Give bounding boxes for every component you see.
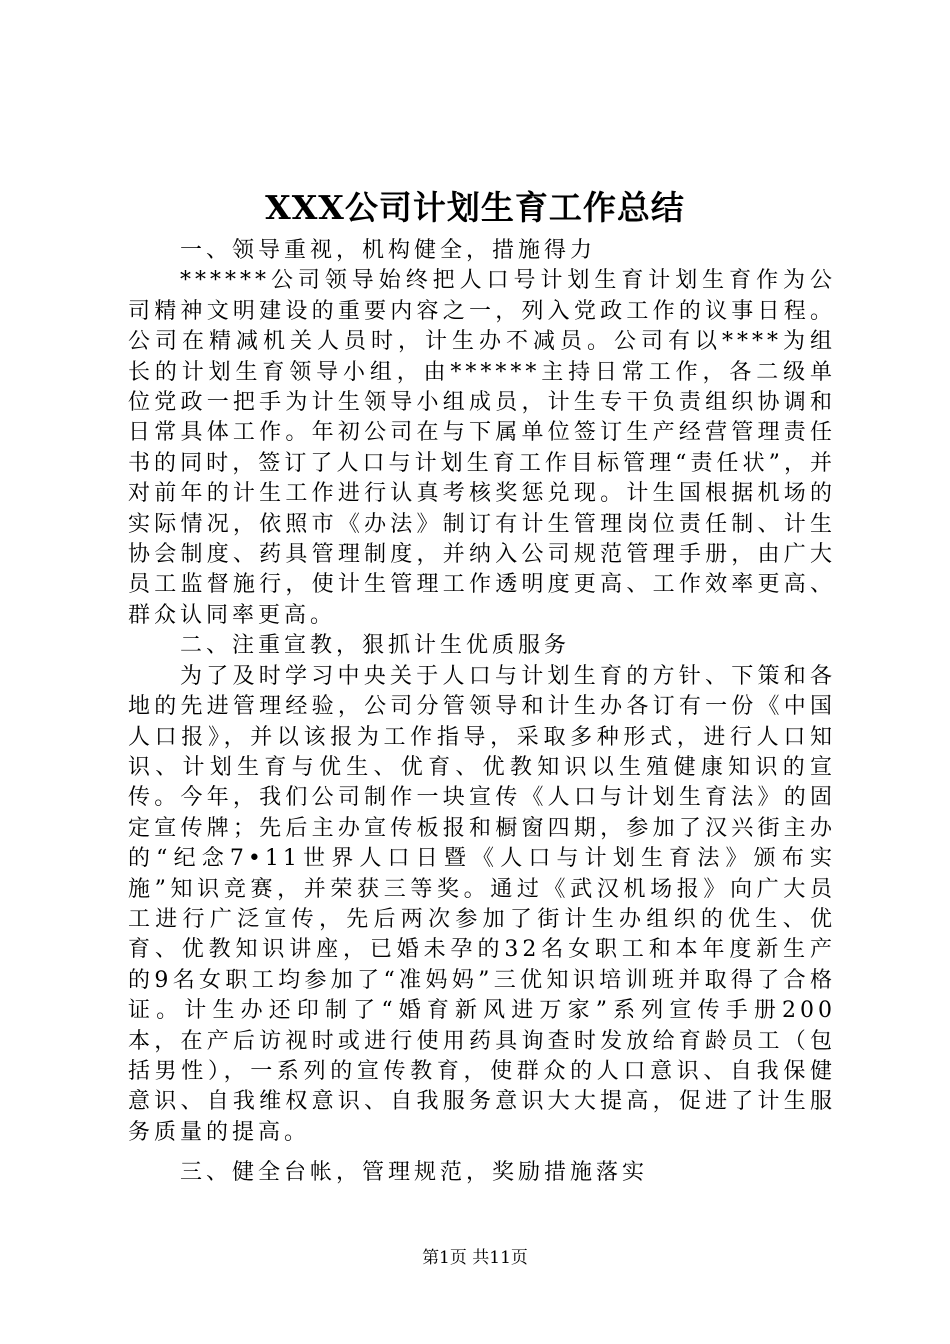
document-body <box>128 236 836 1189</box>
section-2-paragraph: 为了及时学习中央关于人口与计划生育的方针、下策和各地的先进管理经验，公司分管领导和计生办各订有一份《中国人口报》，并以该报为工作指导，采取多种形式，进行人口知识、计划生育与优生、优育、优教知识以生殖健康知识的宣传。今年，我们公司制作一块宣传《人口与计划生育法》的固定宣传牌；先后主办宣传板报和橱窗四期，参加了汉兴街主办的“纪念7•11世界人口日暨《人口与计划生育法》颁布实施”知识竞赛，并荣获三等奖。通过《武汉机场报》向广大员工进行广泛宣传，先后两次参加了街计生办组织的优生、优育、优教知识讲座，已婚未孕的32名女职工和本年度新生产的9名女职工均参加了“准妈妈”三优知识培训班并取得了合格证。计生办还印制了“婚育新风进万家”系列宣传手册200本，在产后访视时或进行使用药具询查时发放给育龄员工（包括男性），一系列的宣传教育，使群众的人口意识、自我保健意识、自我维权意识、自我服务意识大大提高，促进了计生服务质量的提高。 <box>128 663 836 1145</box>
section-2-heading: 二、注重宣教，狠抓计生优质服务 <box>180 633 571 659</box>
page-number-footer: 第1页 共11页 <box>422 1248 528 1268</box>
document-title: XXX公司计划生育工作总结 <box>265 188 685 227</box>
section-1-heading: 一、领导重视，机构健全，措施得力 <box>180 238 597 263</box>
section-1-paragraph: ******公司领导始终把人口号计划生育计划生育作为公司精神文明建设的重要内容之一，列入党政工作的议事日程。公司在精减机关人员时，计生办不减员。公司有以****为组长的计划生育领导小组，由******主持日常工作，各二级单位党政一把手为计生领导小组成员，计生专干负责组织协调和日常具体工作。年初公司在与下属单位签订生产经营管理责任书的同时，签订了人口与计划生育工作目标管理“责任状”，并对前年的计生工作进行认真考核奖惩兑现。计生国根据机场的实际情况，依照市《办法》制订有计生管理岗位责任制、计生协会制度、药具管理制度，并纳入公司规范管理手册，由广大员工监督施行，使计生管理工作透明度更高、工作效率更高、群众认同率更高。 <box>128 268 836 628</box>
section-3-heading: 三、健全台帐，管理规范，奖励措施落实 <box>180 1160 649 1186</box>
